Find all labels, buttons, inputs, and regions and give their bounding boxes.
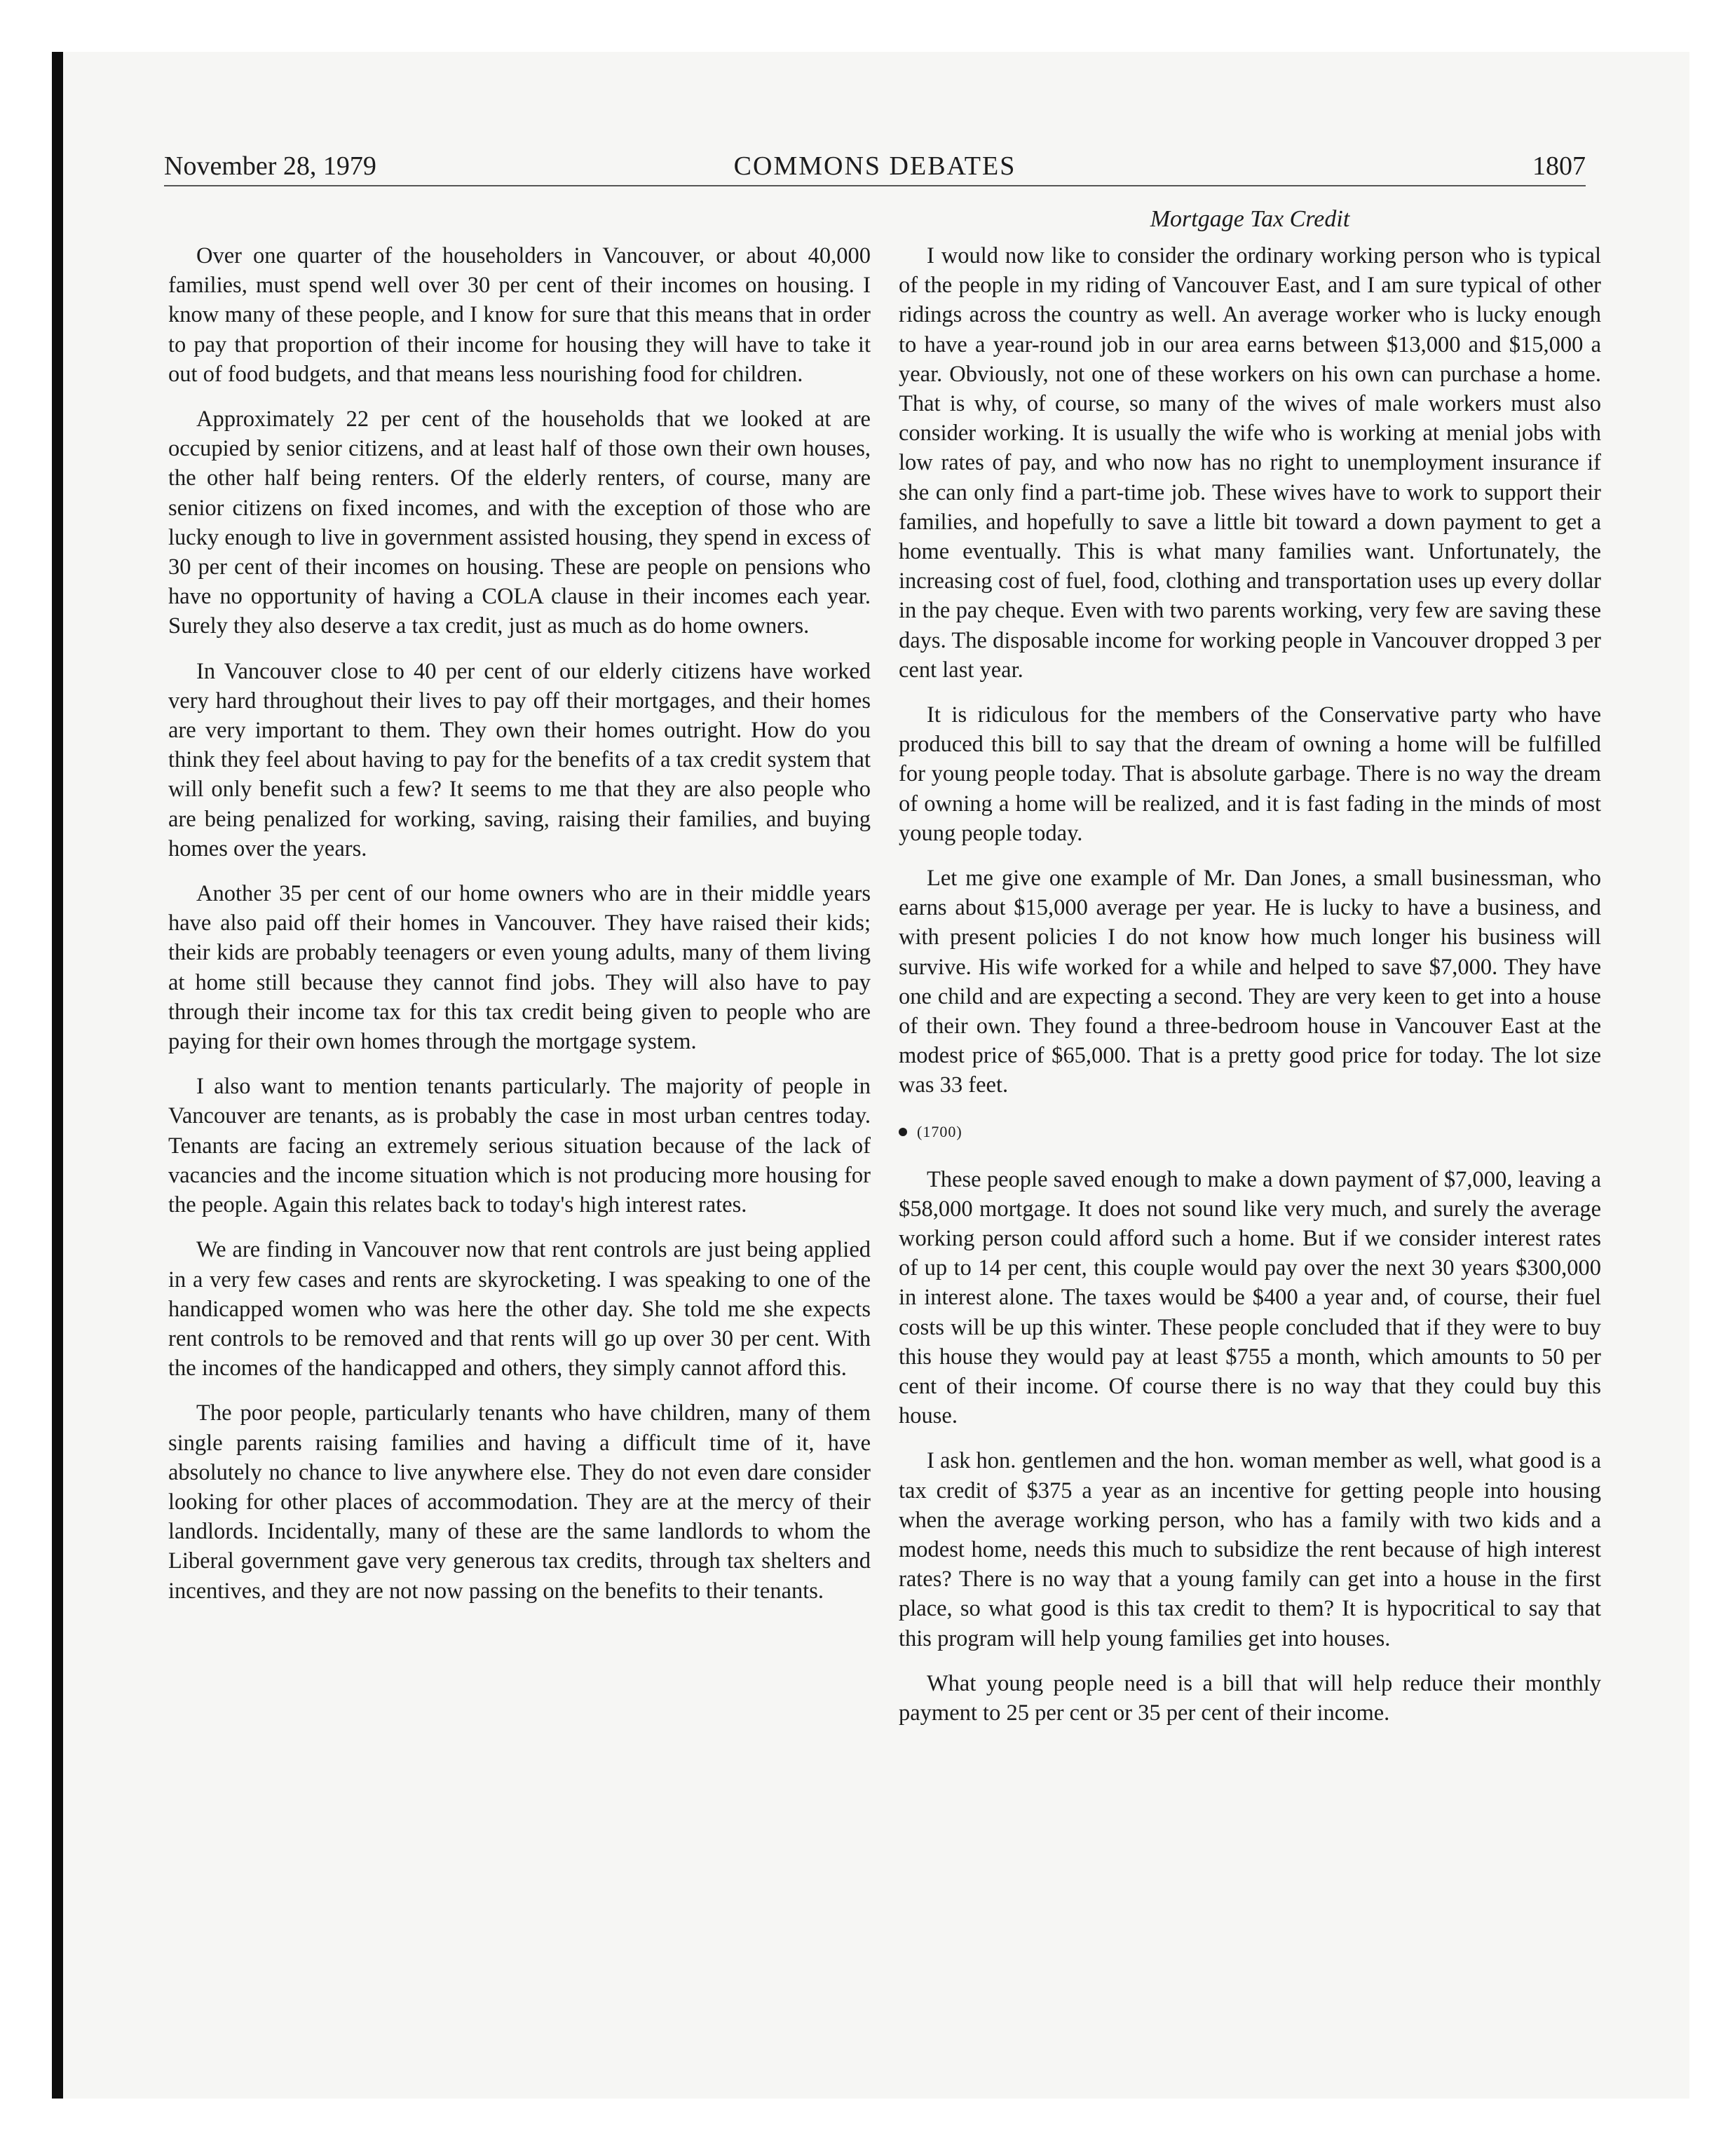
right-paragraph-5: I ask hon. gentlemen and the hon. woman member as well, what good is a tax credit of $375 a year as an incentive for getting people into housing when the average working person, who has a family with two kids and a modest home, needs this much to subsidize the rent because of high interest rates? There is no way that a young family can get into a house in the first place, so what good is this tax credit to them? It is hypocritical to say that this program will help young families get into houses. — [899, 1448, 1601, 1651]
header-date: November 28, 1979 — [164, 151, 376, 181]
left-paragraph-1: Over one quarter of the householders in Vancouver, or about 40,000 families, must spend well over 30 per cent of their incomes on housing. I know many of these people, and I know for sure that this means that in order to pay that proportion of their income for housing they will have to take it out of food budgets, and that means less nourishing food for children. — [168, 243, 871, 387]
header-page-number: 1807 — [1532, 151, 1586, 181]
right-paragraph-3: Let me give one example of Mr. Dan Jones, a small businessman, who earns about $15,000 average per year. He is lucky to have a business, and with present policies I do not know how much longer his business will survive. His wife worked for a while and helped to save $7,000. They have one child and are expecting a second. They are very keen to get into a house of their own. They found a three-bedroom house in Vancouver East at the modest price of $65,000. That is a pretty good price for today. The lot size was 33 feet. — [899, 866, 1601, 1098]
page-header — [164, 147, 1586, 185]
left-paragraph-7: The poor people, particularly tenants who have children, many of them single parents raising families and having a difficult time of it, have absolutely no chance to live anywhere else. They do not even dare consider looking for other places of accommodation. They are at the mercy of their landlords. Incidentally, many of these are the same landlords to whom the Liberal government gave very generous tax credits, through tax shelters and incentives, and they are not now passing on the benefits to their tenants. — [168, 1400, 871, 1604]
left-paragraph-2: Approximately 22 per cent of the households that we looked at are occupied by senior citizens, and at least half of those own their own houses, the other half being renters. Of the elderly renters, of course, many are senior citizens on fixed incomes, and with the exception of those who are lucky enough to live in government assisted housing, they spend in excess of 30 per cent of their incomes on housing. These are people on pensions who have no opportunity of having a COLA clause in their incomes each year. Surely they also deserve a tax credit, just as much as do home owners. — [168, 407, 871, 639]
left-column — [168, 241, 871, 1621]
left-paragraph-4: Another 35 per cent of our home owners who are in their middle years have also paid off their homes in Vancouver. They have raised their kids; their kids are probably teenagers or even young adults, many of them living at home still because they cannot find jobs. They will also have to pay through their income tax for this tax credit being given to people who are paying for their own homes through the mortgage system. — [168, 881, 871, 1055]
time-marker-label: (1700) — [917, 1122, 962, 1140]
header-rule — [164, 185, 1586, 186]
right-column — [899, 205, 1601, 1743]
left-paragraph-5: I also want to mention tenants particularly. The majority of people in Vancouver are tenants, as is probably the case in most urban centres today. Tenants are facing an extremely serious situation because of the lack of vacancies and the income situation which is not producing more housing for the people. Again this relates back to today's high interest rates. — [168, 1074, 871, 1218]
left-paragraph-6: We are finding in Vancouver now that rent controls are just being applied in a very few cases and rents are skyrocketing. I was speaking to one of the handicapped women who was here the other day. She told me she expects rent controls to be removed and that rents will go up over 30 per cent. With the incomes of the handicapped and others, they simply cannot afford this. — [168, 1237, 871, 1381]
header-publication: COMMONS DEBATES — [733, 151, 1016, 181]
scan-edge-bar — [52, 52, 63, 2099]
bullet-dot-icon — [899, 1128, 907, 1136]
right-paragraph-2: It is ridiculous for the members of the Conservative party who have produced this bill to say that the dream of owning a home will be fulfilled for young people today. That is absolute garbage. There is no way the dream of owning a home will be realized, and it is fast fading in the minds of most young people today. — [899, 702, 1601, 846]
right-paragraph-6: What young people need is a bill that will help reduce their monthly payment to 25 per cent or 35 per cent of their income. — [899, 1670, 1601, 1726]
left-paragraph-3: In Vancouver close to 40 per cent of our elderly citizens have worked very hard throughout their lives to pay off their mortgages, and their homes are very important to them. They own their homes outright. How do you think they feel about having to pay for the benefits of a tax credit system that will only benefit such a few? It seems to me that they are also people who are being penalized for working, saving, raising their families, and buying homes over the years. — [168, 658, 871, 861]
time-marker — [899, 1116, 1601, 1147]
section-subheading: Mortgage Tax Credit — [1150, 206, 1350, 232]
right-paragraph-4: These people saved enough to make a down payment of $7,000, leaving a $58,000 mortgage. It does not sound like very much, and surely the average working person could afford such a home. But if we consider interest rates of up to 14 per cent, this couple would pay over the next 30 years $300,000 in interest alone. The taxes would be $400 a year and, of course, their fuel costs will be up this winter. These people concluded that if they were to buy this house they would pay at least $755 a month, which amounts to 50 per cent of their income. Of course there is no way that they could buy this house. — [899, 1166, 1601, 1429]
right-paragraph-1: I would now like to consider the ordinary working person who is typical of the people in my riding of Vancouver East, and I am sure typical of other ridings across the country as well. An average worker who is lucky enough to have a year-round job in our area earns between $13,000 and $15,000 a year. Obviously, not one of these workers on his own can purchase a home. That is why, of course, so many of the wives of male workers must also consider working. It is usually the wife who is working at menial jobs with low rates of pay, and who now has no right to unemployment insurance if she can only find a part-time job. These wives have to work to support their families, and hopefully to save a little bit toward a down payment to get a home eventually. This is what many families want. Unfortunately, the increasing cost of fuel, food, clothing and transportation uses up every dollar in the pay cheque. Even with two parents working, very few are saving these days. The disposable income for working people in Vancouver dropped 3 per cent last year. — [899, 243, 1601, 683]
